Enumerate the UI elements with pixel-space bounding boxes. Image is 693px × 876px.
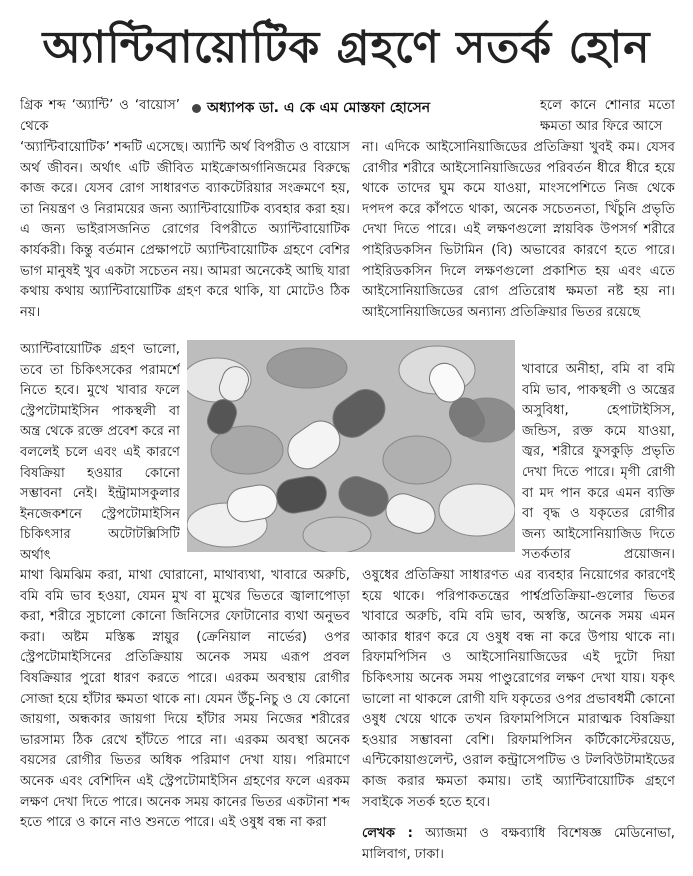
right-top-b: না। এদিকে আইসোনিয়াজিডের প্রতিক্রিয়া খুবই কম। যেসব রোগীর শরীরে আইসোনিয়াজিডের পরিবর্তন ধীরে ধীরে হয়ে থাকে তাদের ঘুম কমে যাওয়া, মাংসপেশিতে নিজ থেকে দপদপ করে কাঁপতে থাকা, অনেক সচেতনতা, খিঁচুনি প্রভৃতি দেখা দিতে পারে। এই লক্ষণগুলো স্নায়বিক উপসর্গ শরীরে পাইরিডকসিন ভিটামিন (বি) অভাবের কারণে হতে পারে। পাইরিডকসিন দিলে লক্ষণগুলো প্রকাশিত হয় এবং এতে আইসোনিয়াজিডের রোগ প্রতিরোধ ক্ষমতা নষ্ট হয় না। আইসোনিয়াজিডের অন্যান্য প্রতিক্রিয়ার ভিতর রয়েছে [362, 140, 675, 320]
byline [192, 96, 512, 120]
credit-label: লেখক : [362, 826, 413, 841]
pills-icon [187, 340, 515, 552]
left-intro-a: গ্রিক শব্দ ‘অ্যান্টি’ ও ‘বায়োস’ থেকে [20, 98, 180, 134]
left-narrow-block: অ্যান্টিবায়োটিক গ্রহণ ভালো, তবে তা চিকিৎসকের পরামর্শে নিতে হবে। মুখে খাবার ফলে স্ট্রেপটোমাইসিন পাকস্থলী বা অন্ত্র থেকে রক্তে প্রবেশ করে না বললেই চলে এবং এই কারণে বিষক্রিয়া হওয়ার কোনো সম্ভাবনা নেই। ইন্ট্রামাসকুলার ইনজেকশনে স্ট্রেপটোমাইসিন চিকিৎসার অটোটক্সিসিটি অর্থাৎ [20, 342, 180, 562]
bullet-icon [192, 104, 201, 113]
left-bottom-block: মাথা ঝিমঝিম করা, মাথা ঘোরানো, মাথাব্যথা, খাবারে অরুচি, বমি বমি ভাব হওয়া, যেমন মুখ বা মুখের ভিতরে জ্বালাপোড়া করা, শরীরে সুচালো কোনো জিনিসের ফোটানোর ব্যথা অনুভব করা। অষ্টম মস্তিষ্ক স্নায়ুর (ক্রেনিয়াল নার্ভের) ওপর স্ট্রেপটোমাইসিনের প্রতিক্রিয়ায় অনেক সময় এরূপ প্রবল বিষক্রিয়ার পুরো ধারণ করতে পারে। এরকম অবস্থায় রোগীর সোজা হয়ে হাঁটার ক্ষমতা থাকে না। যেমন উঁচু-নিচু ও যে কোনো জায়গা, অন্ধকার জায়গা দিয়ে হাঁটার সময় নিজের শরীরের ভারসাম্য ঠিক রেখে হাঁটতে পারে না। এরকম অবস্থা অনেক বয়সের রোগীর ভিতর অধিক পরিমাণ দেখা যায়। পরিমাণে অনেক এবং বেশিদিন এই স্ট্রেপটোমাইসিন গ্রহণের ফলে এরকম লক্ষণ দেখা দিতে পারে। অনেক সময় কানের ভিতর একটানা শব্দ হতে পারে ও কানে নাও শুনতে পারে। এই ওষুধ বন্ধ না করা [20, 568, 350, 831]
credit-text: অ্যাজমা ও বক্ষব্যাধি বিশেষজ্ঞ মেডিনোভা, মালিবাগ, ঢাকা। [362, 826, 675, 862]
author-credit [362, 824, 675, 868]
byline-text: অধ্যাপক ডা. এ কে এম মোস্তফা হোসেন [207, 100, 431, 116]
pills-photo [187, 340, 515, 552]
left-intro-b: ‘অ্যান্টিবায়োটিক’ শব্দটি এসেছে। অ্যান্টি অর্থ বিপরীত ও বায়োস অর্থ জীবন। অর্থাৎ এটি জীবিত মাইক্রোঅর্গানিজমের বিরুদ্ধে কাজ করে। যেসব রোগ সাধারণত ব্যাকটেরিয়ার সংক্রমণে হয়, তা নিয়ন্ত্রণ ও নিরাময়ের জন্য অ্যান্টিবায়োটিক ব্যবহার করা হয়। এ জন্য ভাইরাসজনিত রোগের বিপরীতে অ্যান্টিবায়োটিক কার্যকরী। কিন্তু বর্তমান প্রেক্ষাপটে অ্যান্টিবায়োটিক গ্রহণে বেশির ভাগ মানুষই খুব একটা সচেতন নয়। আমরা অনেকেই আছি যারা কথায় কথায় অ্যান্টিবায়োটিক গ্রহণ করে থাকি, যা মোটেও ঠিক নয়। [20, 140, 350, 320]
right-narrow-block: খাবারে অনীহা, বমি বা বমি বমি ভাব, পাকস্থলী ও অন্ত্রের অসুবিধা, হেপাটাইসিস, জন্ডিস, রক্ত কমে যাওয়া, জ্বর, শরীরে ফুসকুড়ি প্রভৃতি দেখা দিতে পারে। মৃগী রোগী বা মদ পান করে এমন ব্যক্তি বা বৃদ্ধ ও যকৃতের রোগীর জন্য আইসোনিয়াজিড দিতে সতর্কতার প্রয়োজন। [522, 362, 675, 563]
headline: অ্যান্টিবায়োটিক গ্রহণে সতর্ক হোন [42, 22, 651, 73]
right-bottom-block: ওষুধের প্রতিক্রিয়া সাধারণত এর ব্যবহার নিয়োগের কারণেই হয়ে থাকে। পরিপাকতন্ত্রের পার্শ্বপ্রতিক্রিয়া-গুলোর ভিতর খাবারে অরুচি, বমি বমি ভাব, অস্বস্তি, অনেক সময় এমন আকার ধারণ করে যে ওষুধ বন্ধ না করে উপায় থাকে না। রিফামপিসিন ও আইসোনিয়াজিডের এই দুটো দিয়া চিকিৎসায় অনেক সময় পাণ্ডুরোগের লক্ষণ দেখা যায়। যকৃৎ ভালো না থাকলে রোগী যদি যকৃতের ওপর প্রভাবধর্মী কোনো ওষুধ খেয়ে থাকে তখন রিফামপিসিনে মারাত্মক বিষক্রিয়া হওয়ার সম্ভাবনা বেশি। রিফামপিসিন কর্টিকোস্টেরয়েড, এন্টিকোয়াগুলেন্ট, ওরাল কন্ট্রাসেপটিভ ও টলবিউটামাইডের কাজ করার ক্ষমতা কমায়। তাই অ্যান্টিবায়োটিক গ্রহণে সবাইকে সতর্ক হতে হবে। [362, 568, 675, 810]
right-top-a: হলে কানে শোনার মতো ক্ষমতা আর ফিরে আসে [540, 98, 675, 134]
